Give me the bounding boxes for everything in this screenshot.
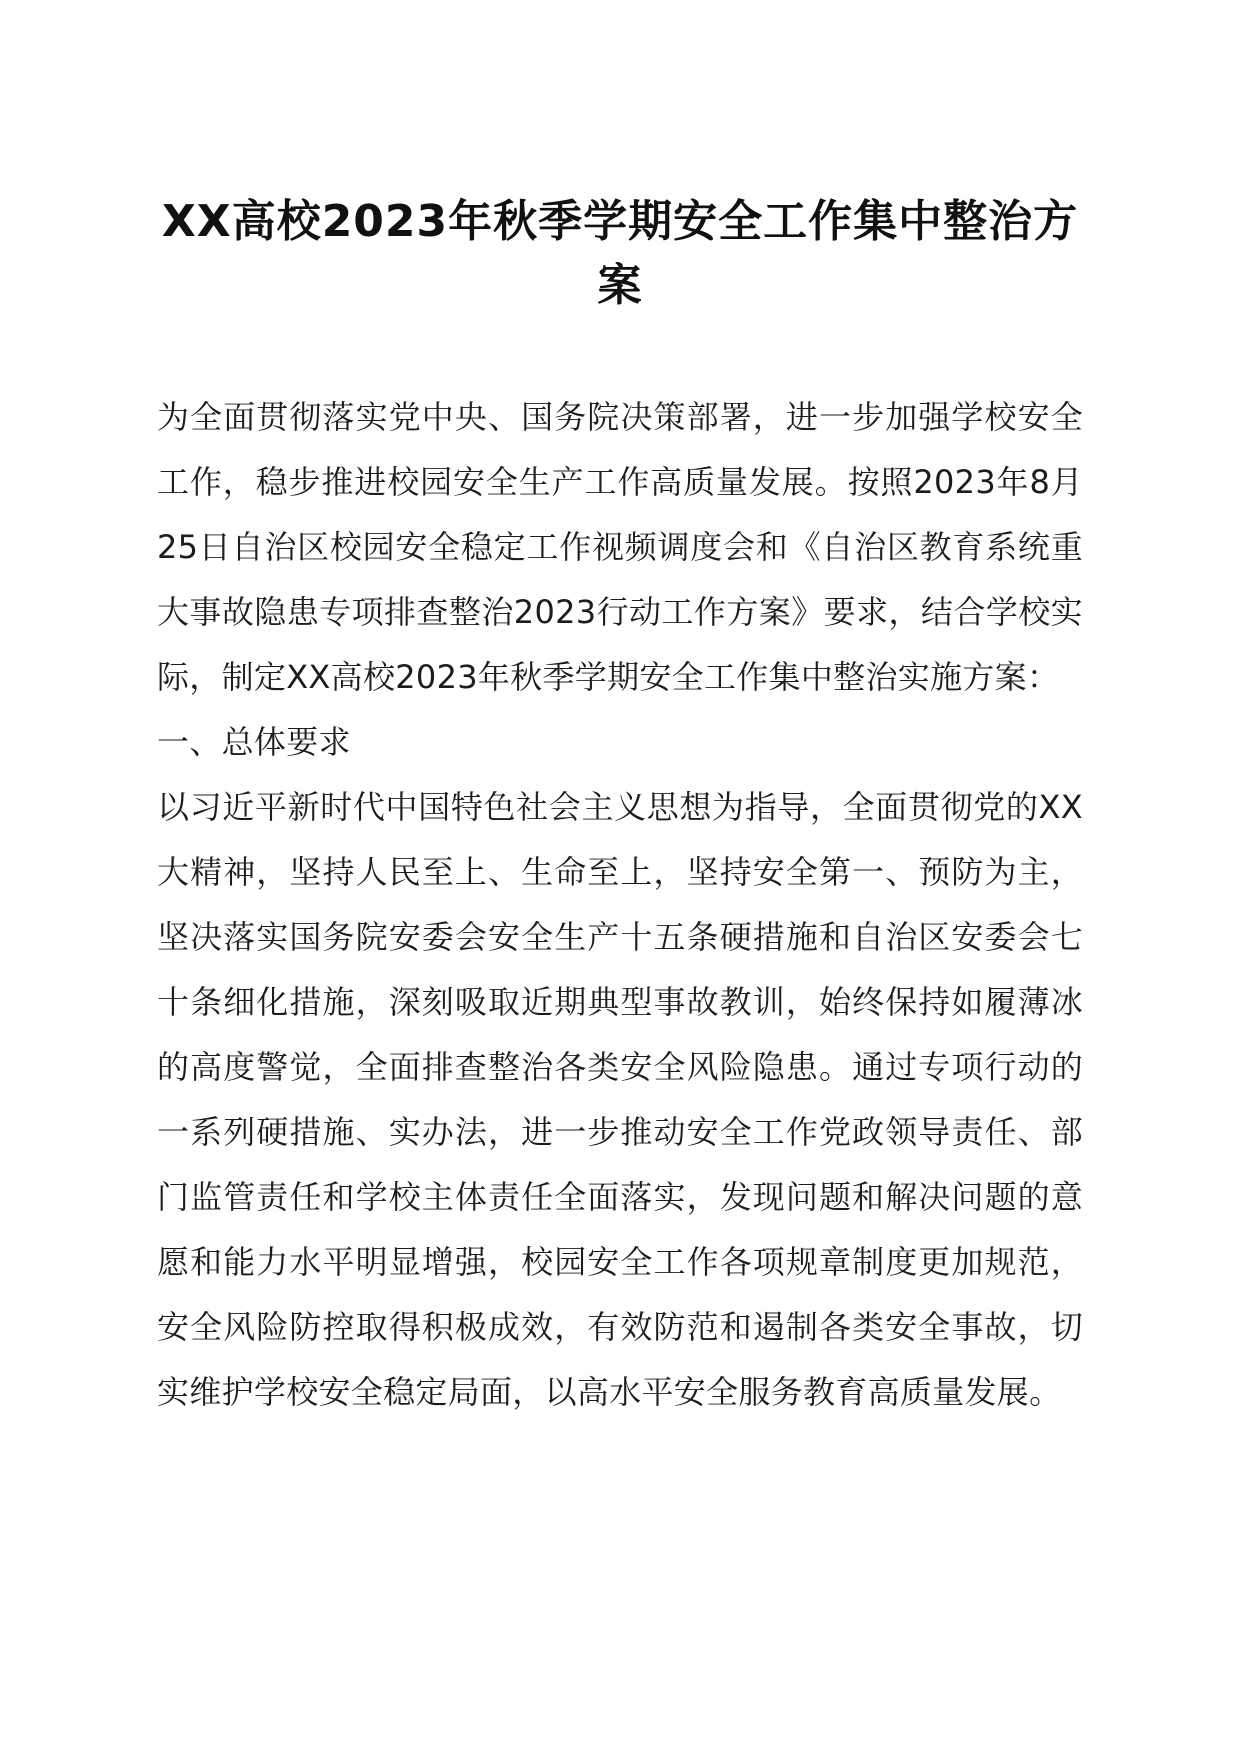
intro-paragraph: 为全面贯彻落实党中央、国务院决策部署，进一步加强学校安全工作，稳步推进校园安全生产工作高质量发展。按照2023年8月25日自治区校园安全稳定工作视频调度会和《自治区教育系统重大事故隐患专项排查整治2023行动工作方案》要求，结合学校实际，制定XX高校2023年秋季学期安全工作集中整治实施方案：	[157, 398, 1083, 696]
document-title: XX高校2023年秋季学期安全工作集中整治方案	[161, 196, 1079, 311]
section-heading: 一、总体要求	[157, 723, 351, 761]
body-paragraph: 以习近平新时代中国特色社会主义思想为指导，全面贯彻党的XX大精神，坚持人民至上、生命至上，坚持安全第一、预防为主，坚决落实国务院安委会安全生产十五条硬措施和自治区安委会七十条细化措施，深刻吸取近期典型事故教训，始终保持如履薄冰的高度警觉，全面排查整治各类安全风险隐患。通过专项行动的一系列硬措施、实办法，进一步推动安全工作党政领导责任、部门监管责任和学校主体责任全面落实，发现问题和解决问题的意愿和能力水平明显增强，校园安全工作各项规章制度更加规范，安全风险防控取得积极成效，有效防范和遏制各类安全事故，切实维护学校安全稳定局面，以高水平安全服务教育高质量发展。	[157, 788, 1083, 1411]
document-body	[157, 385, 1083, 1425]
